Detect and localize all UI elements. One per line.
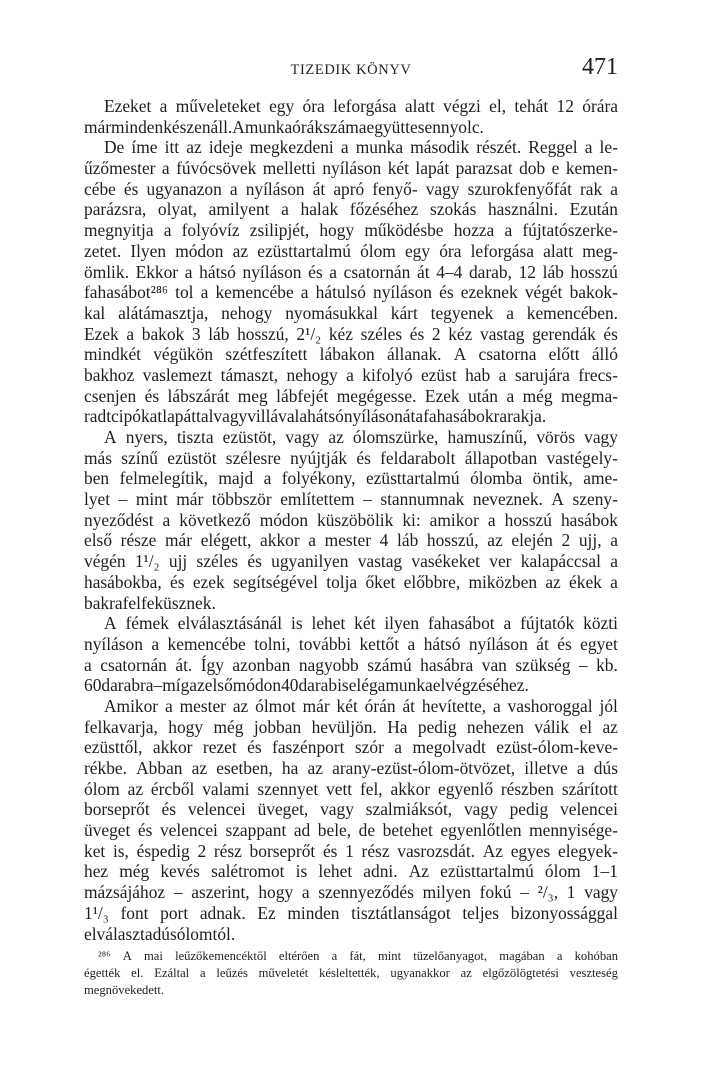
text-line: mindkét végükön szétfeszített lábakon állanak. A csatorna előtt álló [84,344,618,365]
text-line: bakhoz vaslemezt támaszt, nehogy a kifolyó ezüst hab a sarujára frecs- [84,364,618,385]
text-line: rékbe. Abban az esetben, ha az arany-ezüst-ólom-ötvözet, illetve a dús [84,758,618,778]
text-line: cébe és ugyanazon a nyíláson át apró fenyő- vagy szurokfenyőfát rak a [84,178,618,199]
text-line: ömlik. Ekkor a hátsó nyíláson és a csatornán át 4–4 darab, 12 láb hosszú [84,261,618,282]
text-line: De íme itt az ideje megkezdeni a munka második részét. Reggel a le- [104,137,618,158]
text-line: elválaszt a dús ólomtól. [84,923,236,944]
text-line: a csatornán át. Így azonban nagyobb számú hasábra van szükség – kb. [84,654,618,675]
text-line: borseprőt és velencei üveget, vagy szalmiáksót, vagy pedig velencei [84,799,618,820]
text-line: megnyitja a folyóvíz zsilipjét, hogy működésbe hozza a fújtatószerke- [84,220,618,241]
text-line: ólom az ércből valami szennyet vett fel, akkor egyenlő részben szárított [84,778,618,799]
running-head [84,54,618,84]
text-line: nyíláson a kemencébe tolni, további kettőt a hátsó nyíláson át és egyet [84,633,618,654]
text-line: A nyers, tiszta ezüstöt, vagy az ólomszürke, hamuszínű, vörös vagy [104,427,618,447]
text-line: Ezek a bakok 3 láb hosszú, 2¹/₂ kéz széles és 2 kéz vastag gerendák és [84,323,618,344]
text-line: más színű ezüstöt szélesre nyújtják és feldarabolt állapotban vastégely- [84,447,618,468]
text-line: 60 darabra – míg az első módon 40 darab is elég a munka elvégzéséhez. [84,675,529,696]
text-line: fahasábot²⁸⁶ tol a kemencébe a hátulsó nyíláson és ezeknek végét bakok- [84,282,618,303]
text-line: kal alátámasztja, nehogy nyomásukkal kárt tegyenek a kemencében. [84,302,618,323]
text-line: már minden készen áll. A munkaórák száma együttesen nyolc. [84,116,484,137]
text-line: űzőmester a fúvócsövek melletti nyíláson két lapát parazsat dob e kemen- [84,158,618,179]
footnote-line: égették el. Ezáltal a leűzés műveletét késleltették, ugyanakkor az elgőzölögtetési veszteség [84,966,618,980]
text-line: parázsra, olyat, amilyent a halak főzéséhez szokás használni. Ezután [84,199,618,220]
text-line: nyeződést a következő módon küszöbölik ki: amikor a hosszú hasábok [84,509,618,530]
text-line: csenjen és lábszárát meg lábfejét megégesse. Ezek után a még megma- [84,385,618,406]
text-line: ket is, éspedig 2 rész borseprőt és 1 rész vasrozsdát. Az egyes elegyek- [84,840,618,861]
text-line: mázsájához – aszerint, hogy a szennyeződés milyen fokú – ²/₃, 1 vagy [84,882,618,903]
text-line: első része már elégett, akkor a mester 4 láb hosszú, az elején 2 ujj, a [84,530,618,551]
text-line: Amikor a mester az ólmot már két órán át hevítette, a vashoroggal jól [104,695,618,716]
running-title: TIZEDIK KÖNYV [290,62,412,78]
text-line: Ezeket a műveleteket egy óra leforgása alatt végzi el, tehát 12 órára [104,96,618,116]
text-line: felkavarja, hogy még jobban hevüljön. Ha pedig nehezen válik el az [84,716,618,737]
text-line: végén 1¹/₂ ujj széles és ugyanilyen vastag vasékeket ver kalapáccsal a [84,551,618,572]
body-text [84,96,618,944]
footnote-line: megnövekedett. [84,983,165,997]
text-line: ben felmelegítik, majd a folyékony, ezüsttartalmú ólomba öntik, ame- [84,468,618,489]
text-line: radt cipókat lapáttal vagy villával a hátsó nyíláson át a fahasábokra rakja. [84,406,547,427]
text-line: ezüsttől, akkor rezet és faszénport szór a megolvadt ezüst-ólom-keve- [84,737,618,758]
text-line: hasábokba, és ezek segítségével tolja őket előbbre, miközben az ékek a [84,571,618,592]
text-line: A fémek elválasztásánál is lehet két ilyen fahasábot a fújtatók közti [104,613,618,634]
text-line: 1¹/₃ font port adnak. Ez minden tisztátlanságot teljes bizonyossággal [84,902,618,923]
text-line: lyet – mint már többször említettem – stannumnak neveznek. A szeny- [84,489,618,510]
footnote-line: ²⁸⁶ A mai leűzőkemencéktől eltérően a fát, mint tüzelőanyagot, magában a kohóban [98,949,618,963]
text-line: üveget és velencei szappant ad bele, de betehet egyenlőtlen mennyisége- [84,820,618,841]
text-line: hez még kevés salétromot is lehet adni. Az ezüsttartalmú ólom 1–1 [84,861,618,882]
text-line: bakra felfeküsznek. [84,592,216,613]
footnotes [84,948,618,999]
text-line: zetet. Ilyen módon az ezüsttartalmú ólom egy óra leforgása alatt meg- [84,240,618,261]
page-number: 471 [582,54,618,80]
